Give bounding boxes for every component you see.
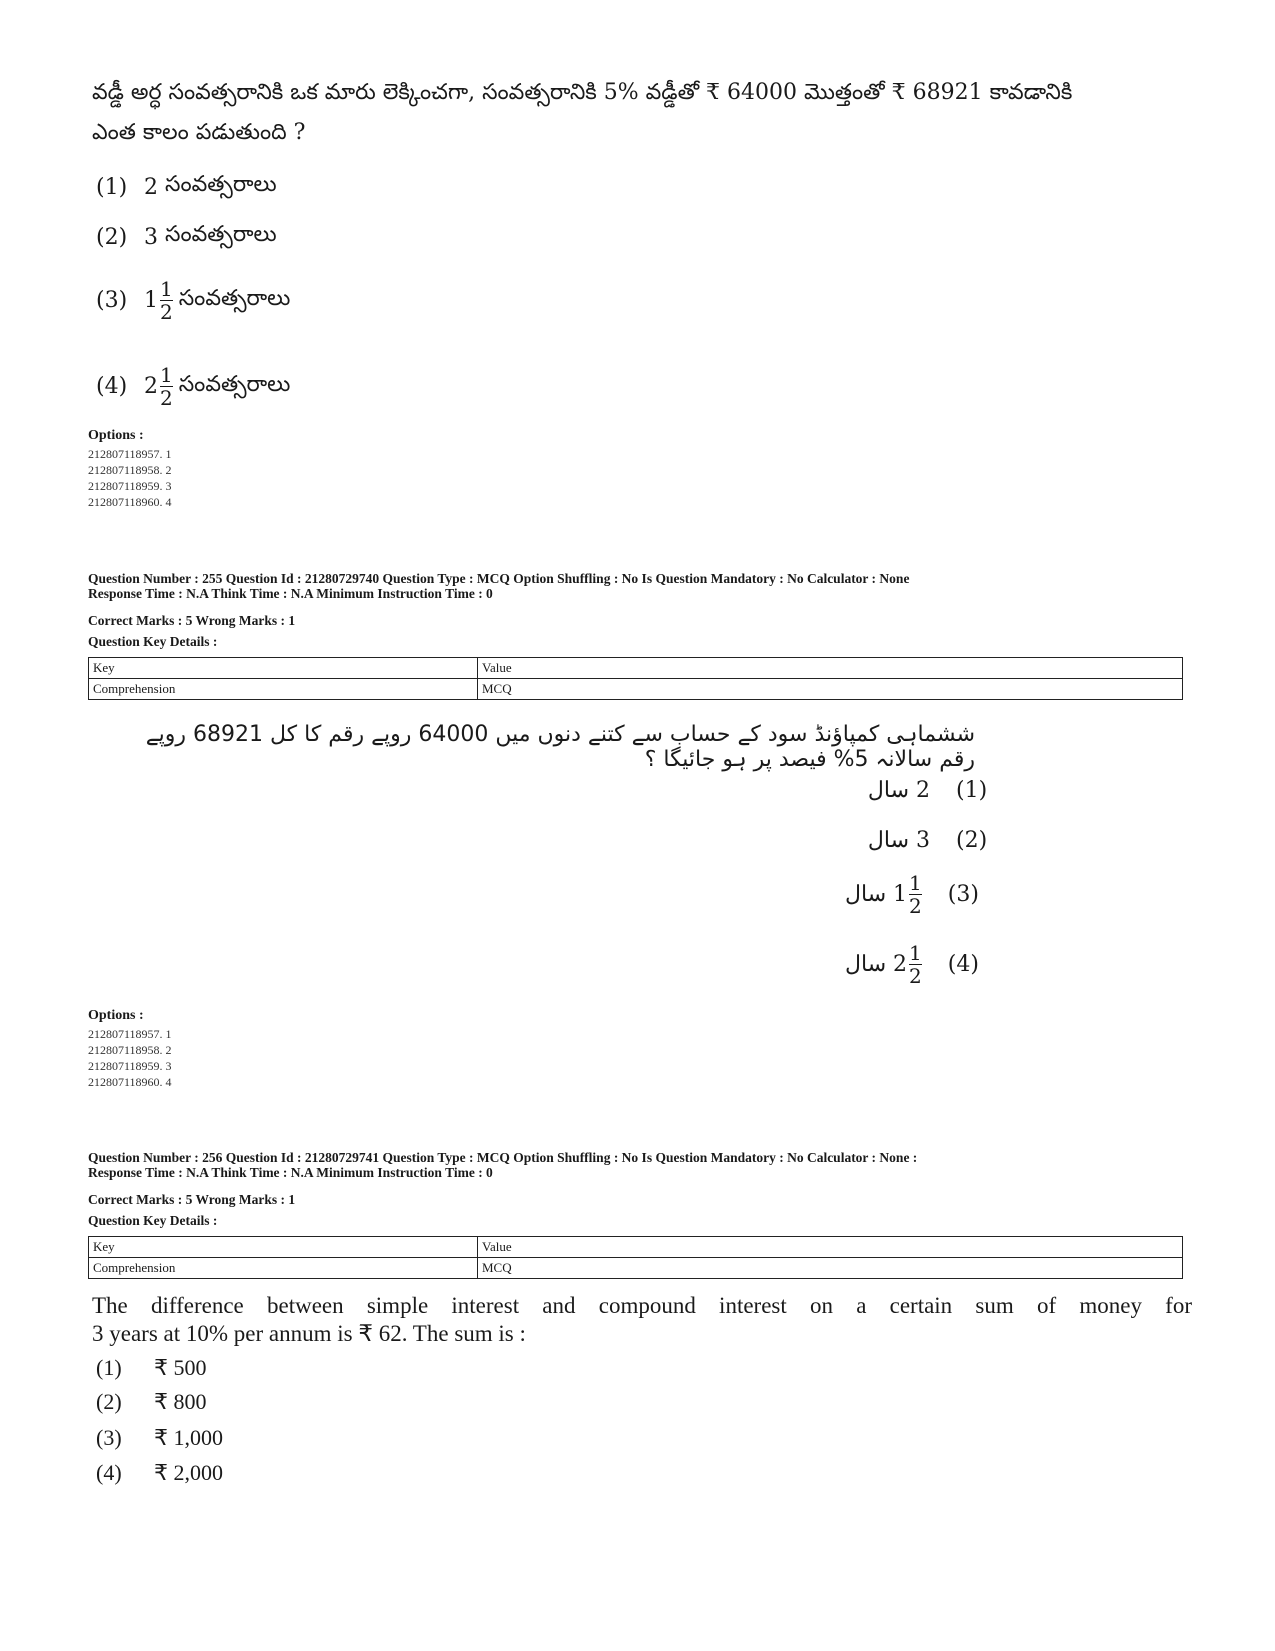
option-id: 212807118959. 3 xyxy=(88,1059,172,1073)
option-number: (1) xyxy=(96,174,128,200)
table-cell-value: MCQ xyxy=(478,679,1183,700)
option-number: (2) xyxy=(956,828,988,853)
option-text: سال xyxy=(845,882,887,907)
option-text: ₹ 1,000 xyxy=(154,1425,223,1450)
fraction xyxy=(909,942,922,987)
q254-question-line2: ఎంత కాలం పడుతుంది ? xyxy=(92,120,306,145)
table-header-key: Key xyxy=(89,1237,478,1258)
fraction-numerator: 1 xyxy=(160,363,173,387)
table-header-key: Key xyxy=(89,658,478,679)
q255-option-1 xyxy=(860,778,1000,803)
table-cell-key: Comprehension xyxy=(89,1258,478,1279)
q256-key-table xyxy=(88,1236,1183,1279)
option-text: ₹ 800 xyxy=(154,1389,207,1414)
option-id: 212807118957. 1 xyxy=(88,1027,172,1041)
table-header-value: Value xyxy=(478,1237,1183,1258)
option-id: 212807118958. 2 xyxy=(88,463,172,477)
option-whole: 2 xyxy=(144,374,158,399)
q256-option-4 xyxy=(96,1460,223,1486)
table-header-value: Value xyxy=(478,658,1183,679)
q255-options-label: Options : xyxy=(88,1008,144,1023)
option-number: (3) xyxy=(96,288,128,313)
q255-key-table xyxy=(88,657,1183,700)
q256-marks: Correct Marks : 5 Wrong Marks : 1 xyxy=(88,1192,296,1207)
q255-option-ids xyxy=(88,1026,172,1090)
option-text: సంవత్సరాలు xyxy=(178,371,291,397)
option-text: సంవత్సరాలు xyxy=(165,222,277,247)
q255-option-3 xyxy=(845,872,992,917)
q255-key-details-label: Question Key Details : xyxy=(88,634,218,649)
fraction-numerator: 1 xyxy=(160,277,173,301)
option-number: (2) xyxy=(96,1389,122,1414)
option-number: (3) xyxy=(947,882,979,907)
q256-option-1 xyxy=(96,1355,207,1381)
option-text: ₹ 2,000 xyxy=(154,1460,223,1485)
option-whole: 2 xyxy=(144,174,158,200)
option-id: 212807118958. 2 xyxy=(88,1043,172,1057)
q255-marks: Correct Marks : 5 Wrong Marks : 1 xyxy=(88,613,296,628)
q256-key-details-label: Question Key Details : xyxy=(88,1213,218,1228)
q255-option-4 xyxy=(845,942,992,987)
fraction-denominator: 2 xyxy=(160,300,173,324)
option-id: 212807118957. 1 xyxy=(88,447,172,461)
q255-question: ششماہی کمپاؤنڈ سود کے حساب سے کتنے دنوں میں 64000 روپے رقم کا کل 68921 روپے رقم سالانہ 5% فیصد پر ہو جائیگا ؟ xyxy=(145,722,975,772)
q254-options-label: Options : xyxy=(88,428,144,443)
fraction-numerator: 1 xyxy=(909,871,922,895)
q254-option-3 xyxy=(96,278,290,323)
q254-option-ids xyxy=(88,446,172,510)
fraction xyxy=(909,872,922,917)
fraction-denominator: 2 xyxy=(909,964,922,988)
fraction xyxy=(160,364,173,409)
q256-question xyxy=(92,1292,1192,1348)
fraction-denominator: 2 xyxy=(160,386,173,410)
table-header-row xyxy=(89,1237,1183,1258)
q256-meta-line2: Response Time : N.A Think Time : N.A Minimum Instruction Time : 0 xyxy=(88,1165,493,1180)
q256-meta-line1: Question Number : 256 Question Id : 21280729741 Question Type : MCQ Option Shuffling : No Is Question Mandatory : No Calculator : None : xyxy=(88,1150,918,1165)
option-text: 3 سال xyxy=(867,828,930,853)
fraction-numerator: 1 xyxy=(909,941,922,965)
option-number: (1) xyxy=(96,1355,122,1380)
option-id: 212807118960. 4 xyxy=(88,1075,172,1089)
q254-option-2 xyxy=(96,222,277,252)
q255-meta-line1: Question Number : 255 Question Id : 21280729740 Question Type : MCQ Option Shuffling : No Is Question Mandatory : No Calculator : None xyxy=(88,571,910,586)
option-whole: 3 xyxy=(144,224,158,250)
fraction xyxy=(160,278,173,323)
option-text: ₹ 500 xyxy=(154,1355,207,1380)
q255-meta xyxy=(88,571,1188,601)
option-number: (4) xyxy=(947,952,979,977)
q254-option-1 xyxy=(96,172,277,202)
q256-question-line1: The difference between simple interest and compound interest on a certain sum of money for xyxy=(92,1293,1192,1318)
q256-meta xyxy=(88,1150,1188,1180)
table-cell-key: Comprehension xyxy=(89,679,478,700)
q255-option-2 xyxy=(860,828,1000,853)
table-row xyxy=(89,679,1183,700)
option-whole: 1 xyxy=(893,882,907,907)
q255-meta-line2: Response Time : N.A Think Time : N.A Minimum Instruction Time : 0 xyxy=(88,586,493,601)
table-cell-value: MCQ xyxy=(478,1258,1183,1279)
option-id: 212807118959. 3 xyxy=(88,479,172,493)
option-number: (3) xyxy=(96,1425,122,1450)
q254-option-4 xyxy=(96,364,290,409)
option-text: సంవత్సరాలు xyxy=(178,285,291,311)
option-whole: 1 xyxy=(144,288,158,313)
option-number: (4) xyxy=(96,1460,122,1485)
q256-question-line2: 3 years at 10% per annum is ₹ 62. The sum is : xyxy=(92,1321,526,1346)
option-number: (1) xyxy=(956,778,988,803)
option-whole: 2 xyxy=(893,952,907,977)
fraction-denominator: 2 xyxy=(909,894,922,918)
option-text: سال xyxy=(845,952,887,977)
q256-option-3 xyxy=(96,1425,223,1451)
table-header-row xyxy=(89,658,1183,679)
q254-question xyxy=(92,76,1182,150)
option-number: (4) xyxy=(96,374,128,399)
option-text: సంవత్సరాలు xyxy=(165,172,277,197)
q256-option-2 xyxy=(96,1389,207,1415)
table-row xyxy=(89,1258,1183,1279)
option-id: 212807118960. 4 xyxy=(88,495,172,509)
q254-question-line1: వడ్డీ అర్ధ సంవత్సరానికి ఒక మారు లెక్కించగా, సంవత్సరానికి 5% వడ్డీతో ₹ 64000 మొత్తంతో ₹ 68921 కావడానికి xyxy=(92,80,1073,105)
option-number: (2) xyxy=(96,224,128,250)
option-text: 2 سال xyxy=(867,778,930,803)
